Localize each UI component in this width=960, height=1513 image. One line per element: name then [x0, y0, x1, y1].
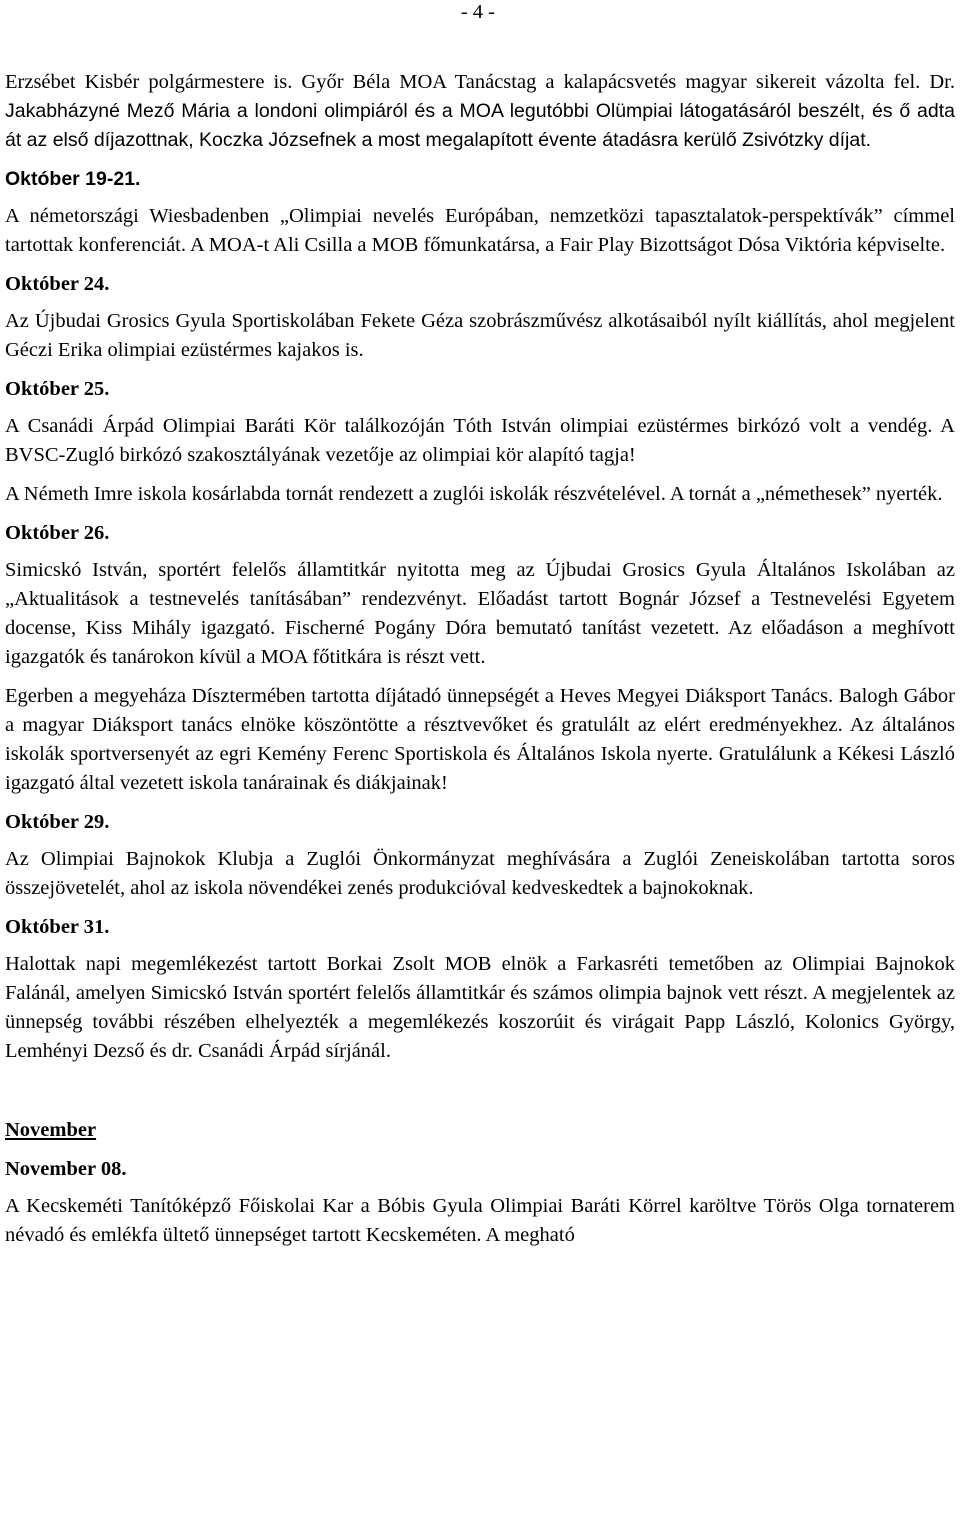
section-date: Október 24.	[5, 273, 110, 295]
section-paragraph: Egerben a megyeháza Dísztermében tartotta díjátadó ünnepségét a Heves Megyei Diáksport Tanács. Balogh Gábor a magyar Diáksport tanács elnöke köszöntötte a résztvevőket és gratulált az elért eredményekhez. Az általános iskolák sportversenyét az egri Kemény Ferenc Sportiskola és Általános Iskola nyerte. Gratulálunk a Kékesi László igazgató által vezetett iskola tanárainak és diákjainak!	[5, 685, 955, 794]
section-date: Október 29.	[5, 811, 110, 833]
section-date: Október 25.	[5, 378, 110, 400]
section-date: Október 31.	[5, 916, 110, 938]
intro-text-part2: Jakabházyné Mező Mária a londoni olimpiáról és a MOA legutóbbi Olümpiai látogatásáról beszélt, és ő adta át az első díjazottnak, Koczka Józsefnek a most megalapított évente átadásra kerülő Zsivótzky díjat.	[5, 100, 955, 151]
section-date: Október 19-21.	[5, 168, 141, 190]
page-number: - 4 -	[460, 1, 495, 23]
intro-text-part1: Erzsébet Kisbér polgármestere is. Győr Béla MOA Tanácstag a kalapácsvetés magyar sikereit vázolta fel. Dr.	[5, 71, 955, 93]
section-paragraph: A Németh Imre iskola kosárlabda tornát rendezett a zuglói iskolák részvételével. A tornát a „némethesek” nyerték.	[5, 483, 943, 505]
section-paragraph: Halottak napi megemlékezést tartott Borkai Zsolt MOB elnök a Farkasréti temetőben az Olimpiai Bajnokok Falánál, amelyen Simicskó István sportért felelős államtitkár és számos olimpia bajnok vett részt. A megjelentek az ünnepség további részében elhelyezték a megemlékezés koszorúit és virágait Papp László, Kolonics György, Lemhényi Dezső és dr. Csanádi Árpád sírjánál.	[5, 953, 955, 1062]
section-paragraph: Az Olimpiai Bajnokok Klubja a Zuglói Önkormányzat meghívására a Zuglói Zeneiskolában tartotta soros összejövetelét, ahol az iskola növendékei zenés produkcióval kedveskedtek a bajnokoknak.	[5, 848, 955, 899]
intro-paragraph	[5, 68, 955, 155]
section-paragraph: A Kecskeméti Tanítóképző Főiskolai Kar a Bóbis Gyula Olimpiai Baráti Körrel karöltve Törös Olga tornaterem névadó és emlékfa ültető ünnepséget tartott Kecskeméten. A megható	[5, 1195, 955, 1246]
section-date: November 08.	[5, 1158, 127, 1180]
month-heading: November	[5, 1119, 97, 1141]
section-paragraph: Simicskó István, sportért felelős államtitkár nyitotta meg az Újbudai Grosics Gyula Általános Iskolában az „Aktualitások a testnevelés tanításában” rendezvényt. Előadást tartott Bognár József a Testnevelési Egyetem docense, Kiss Mihály igazgató. Fischerné Pogány Dóra bemutató tanítást vezetett. Az előadáson a meghívott igazgatók és tanárokon kívül a MOA főtitkára is részt vett.	[5, 559, 955, 668]
section-paragraph: Az Újbudai Grosics Gyula Sportiskolában Fekete Géza szobrászművész alkotásaiból nyílt kiállítás, ahol megjelent Géczi Erika olimpiai ezüstérmes kajakos is.	[5, 310, 955, 361]
spacer	[5, 1076, 955, 1116]
section-paragraph: A németországi Wiesbadenben „Olimpiai nevelés Európában, nemzetközi tapasztalatok-perspektívák” címmel tartottak konferenciát. A MOA-t Ali Csilla a MOB főmunkatársa, a Fair Play Bizottságot Dósa Viktória képviselte.	[5, 205, 955, 256]
section-date: Október 26.	[5, 522, 110, 544]
section-paragraph: A Csanádi Árpád Olimpiai Baráti Kör találkozóján Tóth István olimpiai ezüstérmes birkózó volt a vendég. A BVSC-Zugló birkózó szakosztályának vezetője az olimpiai kör alapító tagja!	[5, 415, 955, 466]
